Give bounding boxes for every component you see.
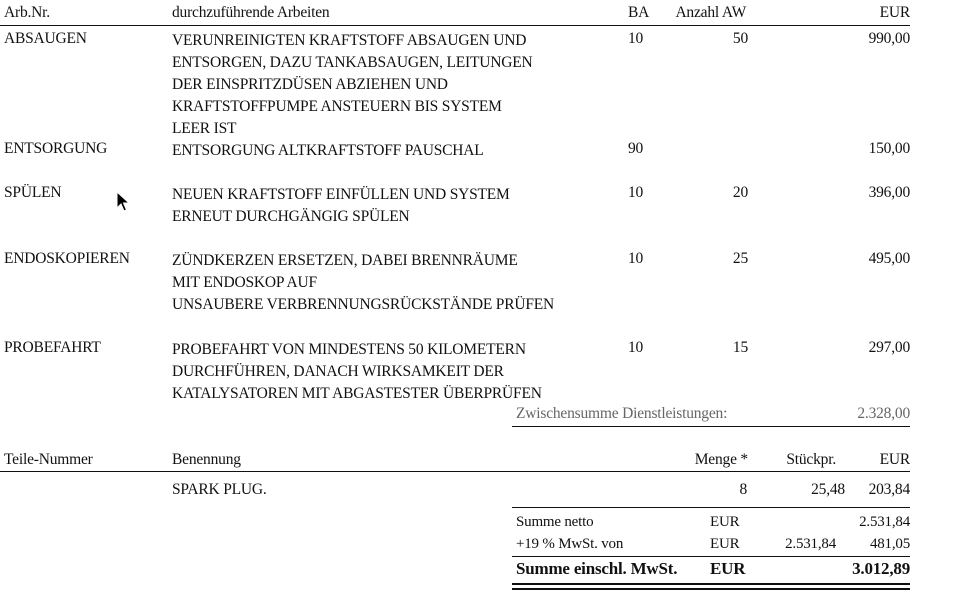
- mwst-label: +19 % MwSt. von: [516, 536, 624, 552]
- job-description-line: DURCHFÜHREN, DANACH WIRKSAMKEIT DER: [172, 363, 504, 380]
- gesamt-currency: EUR: [710, 559, 746, 578]
- parts-header-name: Benennung: [172, 451, 241, 468]
- job-aw: 15: [732, 339, 748, 356]
- job-eur: 990,00: [868, 30, 910, 47]
- mwst-divider: [512, 556, 910, 557]
- job-description-line: ENTSORGEN, DAZU TANKABSAUGEN, LEITUNGEN: [172, 54, 533, 71]
- job-code: ENTSORGUNG: [4, 140, 108, 157]
- job-description-line: KRAFTSTOFFPUMPE ANSTEUERN BIS SYSTEM: [172, 98, 502, 115]
- job-eur: 297,00: [868, 339, 910, 356]
- job-code: SPÜLEN: [4, 184, 62, 201]
- col-header-ba: BA: [628, 4, 650, 21]
- job-code: ABSAUGEN: [4, 30, 87, 47]
- job-aw: 20: [732, 184, 748, 201]
- netto-value: 2.531,84: [859, 514, 910, 530]
- parts-header-divider: [0, 471, 910, 472]
- mouse-cursor-icon: [116, 191, 130, 213]
- gesamt-label: Summe einschl. MwSt.: [516, 559, 678, 578]
- total-double-line-bottom: [512, 588, 910, 590]
- job-description: [172, 30, 533, 140]
- job-ba: 10: [628, 30, 644, 47]
- part-menge: 8: [739, 481, 747, 498]
- job-description-line: UNSAUBERE VERBRENNUNGSRÜCKSTÄNDE PRÜFEN: [172, 296, 555, 313]
- subtotal-label: Zwischensumme Dienstleistungen:: [516, 405, 728, 422]
- col-header-arbnr: Arb.Nr.: [4, 4, 50, 21]
- job-aw: 25: [732, 250, 748, 267]
- part-name: SPARK PLUG.: [172, 481, 267, 498]
- job-ba: 10: [628, 250, 644, 267]
- parts-header-stk: Stückpr.: [786, 451, 836, 468]
- mwst-value: 481,05: [869, 536, 910, 552]
- mwst-base: 2.531,84: [785, 536, 836, 552]
- gesamt-value: 3.012,89: [852, 559, 910, 578]
- job-description-line: MIT ENDOSKOP AUF: [172, 274, 317, 291]
- job-description-line: DER EINSPRITZDÜSEN ABZIEHEN UND: [172, 76, 448, 93]
- job-description-line: PROBEFAHRT VON MINDESTENS 50 KILOMETERN: [172, 341, 526, 358]
- job-code: PROBEFAHRT: [4, 339, 101, 356]
- job-description-line: ENTSORGUNG ALTKRAFTSTOFF PAUSCHAL: [172, 142, 484, 159]
- job-eur: 495,00: [868, 250, 910, 267]
- totals-top-divider: [512, 507, 910, 508]
- job-description-line: KATALYSATOREN MIT ABGASTESTER ÜBERPRÜFEN: [172, 385, 542, 402]
- col-header-arbeiten: durchzuführende Arbeiten: [172, 4, 330, 21]
- part-stk: 25,48: [811, 481, 845, 498]
- job-description-line: ZÜNDKERZEN ERSETZEN, DABEI BRENNRÄUME: [172, 252, 518, 269]
- job-code: ENDOSKOPIEREN: [4, 250, 130, 267]
- job-description-line: ERNEUT DURCHGÄNGIG SPÜLEN: [172, 208, 410, 225]
- job-ba: 10: [628, 184, 644, 201]
- netto-currency: EUR: [710, 514, 740, 530]
- job-description: [172, 250, 554, 316]
- job-description: [172, 184, 510, 228]
- subtotal-value: 2.328,00: [857, 405, 910, 422]
- job-aw: 50: [732, 30, 748, 47]
- job-eur: 396,00: [868, 184, 910, 201]
- job-description: [172, 140, 484, 162]
- job-description-line: LEER IST: [172, 120, 237, 137]
- job-eur: 150,00: [868, 140, 910, 157]
- job-description-line: VERUNREINIGTEN KRAFTSTOFF ABSAUGEN UND: [172, 32, 527, 49]
- col-header-aw: Anzahl AW: [675, 4, 746, 21]
- parts-header-menge: Menge *: [694, 451, 748, 468]
- mwst-currency: EUR: [710, 536, 740, 552]
- parts-header-nr: Teile-Nummer: [4, 451, 93, 468]
- job-ba: 90: [628, 140, 644, 157]
- job-description: [172, 339, 542, 405]
- total-double-line-top: [512, 583, 910, 585]
- part-eur: 203,84: [868, 481, 910, 498]
- subtotal-divider: [512, 426, 910, 427]
- job-description-line: NEUEN KRAFTSTOFF EINFÜLLEN UND SYSTEM: [172, 186, 510, 203]
- header-divider: [0, 25, 910, 26]
- parts-header-eur: EUR: [879, 451, 910, 468]
- col-header-eur: EUR: [879, 4, 910, 21]
- netto-label: Summe netto: [516, 514, 594, 530]
- job-ba: 10: [628, 339, 644, 356]
